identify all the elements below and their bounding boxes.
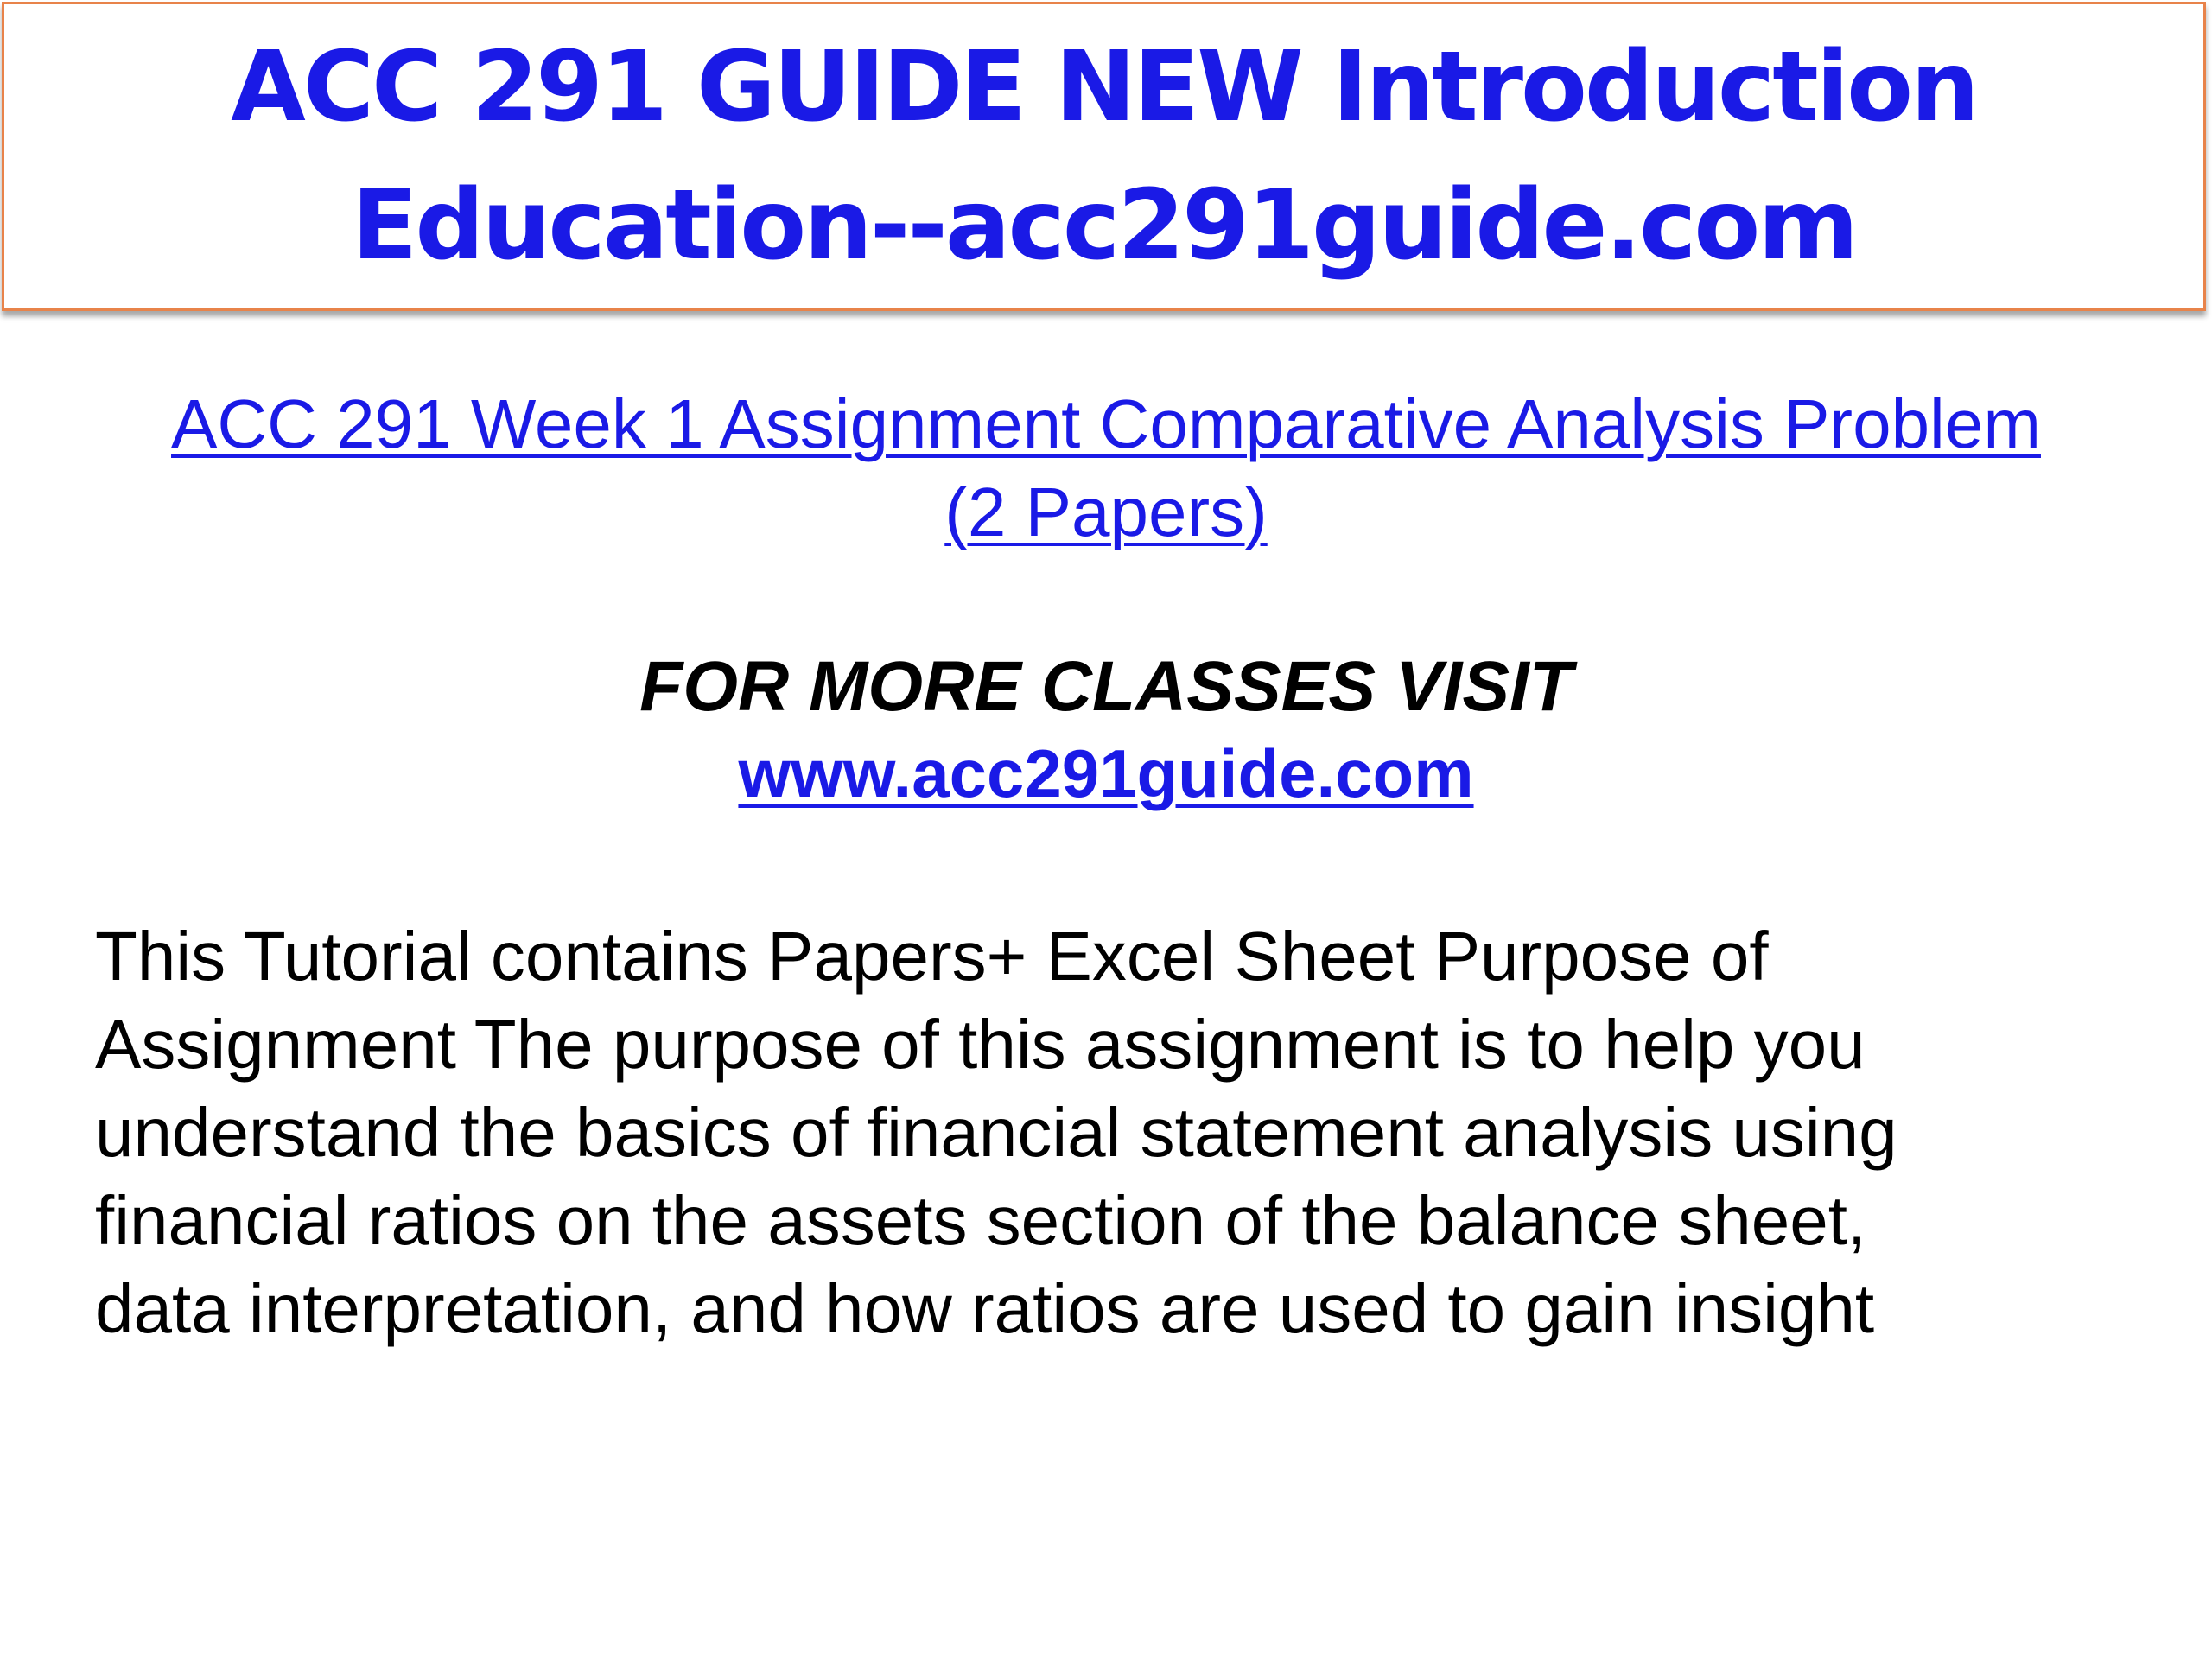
description-line-1: This Tutorial contains Papers+ Excel Sheet Purpose of <box>95 918 1769 995</box>
visit-block <box>0 644 2212 817</box>
assignment-link-line-1[interactable]: ACC 291 Week 1 Assignment Comparative Analysis Problem <box>171 385 2041 462</box>
description-line-5: data interpretation, and how ratios are used to gain insight <box>95 1270 1875 1347</box>
description-paragraph <box>95 912 2169 1353</box>
description-line-2: Assignment The purpose of this assignment is to help you <box>95 1006 1866 1083</box>
assignment-link[interactable] <box>0 380 2212 556</box>
description-line-3: understand the basics of financial statement analysis using <box>95 1094 1897 1171</box>
slide-title-line-1: ACC 291 GUIDE NEW Introduction <box>231 31 1977 143</box>
description-line-4: financial ratios on the assets section of the balance sheet, <box>95 1182 1867 1259</box>
slide-title-line-2: Education--acc291guide.com <box>351 169 1857 282</box>
visit-label: FOR MORE CLASSES VISIT <box>639 647 1573 726</box>
slide-title <box>231 18 1977 295</box>
title-box <box>2 2 2206 311</box>
assignment-link-line-2[interactable]: (2 Papers) <box>944 474 1268 550</box>
website-link[interactable]: www.acc291guide.com <box>738 735 1474 811</box>
